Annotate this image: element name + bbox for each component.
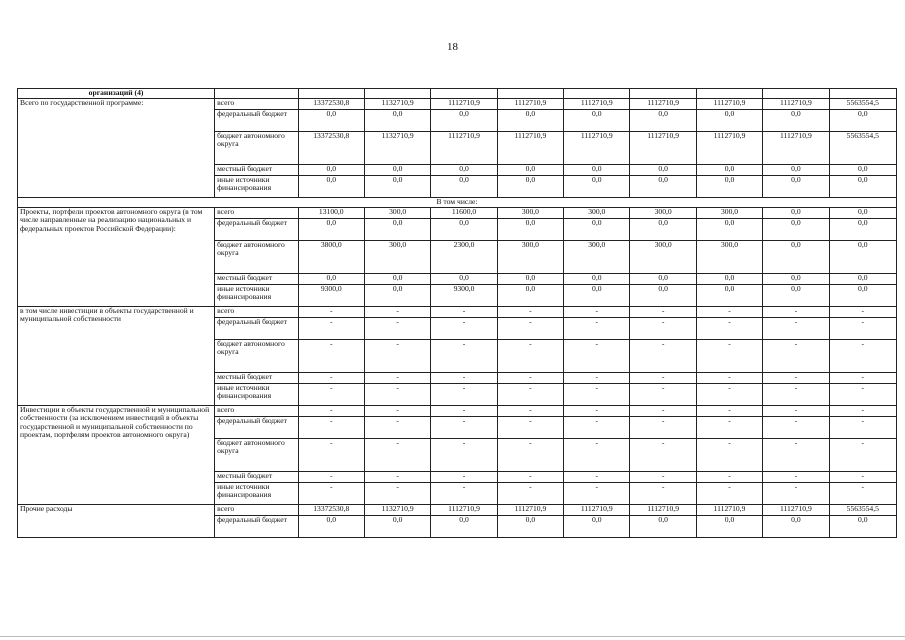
category-label: Прочие расходы [18,504,215,537]
value-cell: 1112710,9 [431,98,497,109]
funding-source-label: федеральный бюджет [215,218,298,240]
value-cell: 0,0 [829,218,896,240]
value-cell: 1112710,9 [497,131,563,164]
value-cell: 0,0 [564,164,630,175]
value-cell: 1112710,9 [763,504,829,515]
value-cell: - [829,471,896,482]
funding-source-label: федеральный бюджет [215,109,298,131]
value-cell: - [364,383,430,405]
value-cell: - [696,438,762,471]
value-cell: - [630,416,696,438]
value-cell: - [298,438,364,471]
value-cell: 0,0 [364,109,430,131]
value-cell: 0,0 [298,273,364,284]
value-cell: - [696,306,762,317]
empty-cell [564,89,630,99]
value-cell: 1112710,9 [564,131,630,164]
value-cell: - [763,438,829,471]
value-cell: 5563554,5 [829,98,896,109]
value-cell: 0,0 [763,207,829,218]
funding-source-label: местный бюджет [215,471,298,482]
value-cell: - [630,306,696,317]
funding-source-label: бюджет автономного округа [215,339,298,372]
value-cell: 300,0 [497,207,563,218]
funding-source-label: всего [215,98,298,109]
value-cell: 0,0 [763,515,829,537]
value-cell: 300,0 [630,207,696,218]
value-cell: - [829,306,896,317]
value-cell: 0,0 [763,240,829,273]
funding-source-label: всего [215,405,298,416]
value-cell: - [763,383,829,405]
value-cell: 0,0 [497,284,563,306]
value-cell: 5563554,5 [829,131,896,164]
value-cell: 0,0 [829,175,896,197]
value-cell: - [829,339,896,372]
value-cell: 1112710,9 [763,98,829,109]
value-cell: - [364,317,430,339]
value-cell: - [696,416,762,438]
funding-source-label: всего [215,306,298,317]
value-cell: 0,0 [630,273,696,284]
value-cell: 0,0 [497,109,563,131]
value-cell: - [696,372,762,383]
value-cell: - [564,405,630,416]
value-cell: 0,0 [564,273,630,284]
budget-table-body [18,89,897,538]
category-label: в том числе инвестиции в объекты государственной и муниципальной собственности [18,306,215,405]
value-cell: 0,0 [298,109,364,131]
organizations-caption: организаций (4) [18,89,215,99]
funding-source-label: бюджет автономного округа [215,438,298,471]
value-cell: 1112710,9 [431,131,497,164]
value-cell: - [564,317,630,339]
value-cell: 11600,0 [431,207,497,218]
value-cell: 0,0 [829,109,896,131]
value-cell: 1112710,9 [497,98,563,109]
value-cell: - [829,405,896,416]
category-label: Инвестиции в объекты государственной и муниципальной собственности (за исключением инвестиций в объекты государственной и муниципальной собственности по проектам, портфелям проектов автономного округа) [18,405,215,504]
empty-cell [364,89,430,99]
value-cell: 300,0 [364,240,430,273]
funding-source-label: иные источники финансирования [215,175,298,197]
value-cell: - [364,482,430,504]
value-cell: 1112710,9 [630,131,696,164]
value-cell: - [829,482,896,504]
funding-source-label: иные источники финансирования [215,284,298,306]
value-cell: 0,0 [431,273,497,284]
value-cell: - [364,372,430,383]
value-cell: 9300,0 [298,284,364,306]
value-cell: 0,0 [497,175,563,197]
value-cell: 0,0 [696,175,762,197]
value-cell: 0,0 [696,515,762,537]
value-cell: 0,0 [763,284,829,306]
value-cell: 1132710,9 [364,504,430,515]
value-cell: 0,0 [497,218,563,240]
value-cell: 13372530,8 [298,131,364,164]
value-cell: 0,0 [497,515,563,537]
value-cell: 0,0 [431,164,497,175]
value-cell: - [364,339,430,372]
value-cell: - [497,471,563,482]
value-cell: 0,0 [696,273,762,284]
value-cell: 0,0 [763,218,829,240]
value-cell: 0,0 [431,109,497,131]
funding-source-label: всего [215,504,298,515]
value-cell: - [630,482,696,504]
empty-cell [696,89,762,99]
value-cell: - [497,438,563,471]
value-cell: - [431,306,497,317]
value-cell: 0,0 [564,218,630,240]
value-cell: - [829,383,896,405]
table-row [18,504,897,515]
funding-source-label: иные источники финансирования [215,482,298,504]
value-cell: - [431,317,497,339]
value-cell: - [364,471,430,482]
value-cell: - [564,416,630,438]
funding-source-label: федеральный бюджет [215,317,298,339]
value-cell: - [564,438,630,471]
value-cell: 1112710,9 [497,504,563,515]
value-cell: 0,0 [431,515,497,537]
budget-table [17,88,897,538]
empty-cell [829,89,896,99]
category-label: Всего по государственной программе: [18,98,215,197]
empty-cell [630,89,696,99]
value-cell: - [630,339,696,372]
value-cell: 0,0 [630,515,696,537]
value-cell: - [696,317,762,339]
value-cell: 300,0 [564,207,630,218]
table-row [18,98,897,109]
value-cell: 0,0 [630,218,696,240]
value-cell: - [564,372,630,383]
value-cell: - [564,471,630,482]
value-cell: 300,0 [497,240,563,273]
value-cell: - [829,372,896,383]
value-cell: - [431,416,497,438]
value-cell: 300,0 [564,240,630,273]
value-cell: - [564,339,630,372]
value-cell: 5563554,5 [829,504,896,515]
category-label: Проекты, портфели проектов автономного округа (в том числе направленные на реализацию национальных и федеральных проектов Российской Федерации): [18,207,215,306]
value-cell: 300,0 [696,207,762,218]
value-cell: 0,0 [829,284,896,306]
funding-source-label: иные источники финансирования [215,383,298,405]
value-cell: - [630,372,696,383]
value-cell: 1132710,9 [364,98,430,109]
funding-source-label: всего [215,207,298,218]
page-number: 18 [447,41,458,53]
value-cell: 1112710,9 [696,131,762,164]
value-cell: 9300,0 [431,284,497,306]
value-cell: 0,0 [763,164,829,175]
value-cell: - [763,306,829,317]
value-cell: 0,0 [763,175,829,197]
value-cell: - [630,317,696,339]
value-cell: - [696,482,762,504]
value-cell: 1132710,9 [364,131,430,164]
value-cell: 300,0 [364,207,430,218]
value-cell: - [564,482,630,504]
funding-source-label: бюджет автономного округа [215,131,298,164]
value-cell: - [630,383,696,405]
value-cell: - [431,339,497,372]
value-cell: 0,0 [630,109,696,131]
funding-source-label: федеральный бюджет [215,416,298,438]
value-cell: - [364,306,430,317]
value-cell: 0,0 [696,164,762,175]
value-cell: 0,0 [564,515,630,537]
value-cell: - [696,339,762,372]
value-cell: 0,0 [564,284,630,306]
value-cell: - [497,383,563,405]
value-cell: 13100,0 [298,207,364,218]
funding-source-label: местный бюджет [215,164,298,175]
value-cell: - [497,405,563,416]
value-cell: 0,0 [431,218,497,240]
value-cell: 0,0 [497,164,563,175]
value-cell: 0,0 [630,284,696,306]
value-cell: - [298,339,364,372]
empty-cell [215,89,298,99]
value-cell: - [763,482,829,504]
value-cell: - [763,372,829,383]
value-cell: 300,0 [696,240,762,273]
value-cell: - [763,405,829,416]
value-cell: 0,0 [630,164,696,175]
value-cell: 0,0 [696,218,762,240]
value-cell: 13372530,8 [298,504,364,515]
including-row [18,197,897,207]
value-cell: - [364,405,430,416]
scan-edge-line [0,636,905,637]
value-cell: - [630,405,696,416]
caption-row [18,89,897,99]
value-cell: - [298,405,364,416]
value-cell: 0,0 [829,240,896,273]
value-cell: - [431,438,497,471]
table-row [18,207,897,218]
value-cell: 0,0 [298,218,364,240]
value-cell: 1112710,9 [696,98,762,109]
value-cell: 1112710,9 [630,504,696,515]
funding-source-label: местный бюджет [215,273,298,284]
value-cell: - [763,317,829,339]
value-cell: - [497,339,563,372]
value-cell: 0,0 [829,164,896,175]
funding-source-label: местный бюджет [215,372,298,383]
empty-cell [298,89,364,99]
value-cell: - [630,438,696,471]
value-cell: 0,0 [829,273,896,284]
including-label: В том числе: [18,197,897,207]
value-cell: - [564,306,630,317]
value-cell: - [298,317,364,339]
value-cell: - [431,383,497,405]
value-cell: 0,0 [564,175,630,197]
value-cell: 0,0 [497,273,563,284]
value-cell: 0,0 [364,175,430,197]
table-row [18,405,897,416]
funding-source-label: федеральный бюджет [215,515,298,537]
value-cell: - [364,416,430,438]
empty-cell [763,89,829,99]
funding-source-label: бюджет автономного округа [215,240,298,273]
value-cell: - [298,306,364,317]
value-cell: 0,0 [564,109,630,131]
value-cell: 0,0 [364,218,430,240]
value-cell: - [763,339,829,372]
value-cell: 0,0 [298,515,364,537]
value-cell: - [696,383,762,405]
value-cell: - [364,438,430,471]
value-cell: - [431,405,497,416]
value-cell: - [564,383,630,405]
value-cell: 0,0 [696,284,762,306]
value-cell: 0,0 [763,273,829,284]
value-cell: 0,0 [364,515,430,537]
value-cell: - [298,471,364,482]
empty-cell [431,89,497,99]
value-cell: - [829,317,896,339]
value-cell: - [431,482,497,504]
value-cell: 0,0 [763,109,829,131]
value-cell: 0,0 [298,175,364,197]
value-cell: - [497,372,563,383]
value-cell: 1112710,9 [696,504,762,515]
value-cell: - [829,416,896,438]
value-cell: - [298,416,364,438]
value-cell: - [763,471,829,482]
value-cell: 13372530,8 [298,98,364,109]
value-cell: 0,0 [298,164,364,175]
value-cell: 0,0 [829,515,896,537]
table-row [18,306,897,317]
value-cell: 1112710,9 [763,131,829,164]
value-cell: 1112710,9 [564,98,630,109]
value-cell: 0,0 [364,273,430,284]
value-cell: 1112710,9 [431,504,497,515]
value-cell: 0,0 [630,175,696,197]
value-cell: - [431,372,497,383]
value-cell: - [630,471,696,482]
value-cell: - [497,317,563,339]
value-cell: 1112710,9 [564,504,630,515]
value-cell: 0,0 [364,284,430,306]
value-cell: - [829,438,896,471]
value-cell: - [696,471,762,482]
value-cell: 300,0 [630,240,696,273]
value-cell: - [431,471,497,482]
value-cell: - [763,416,829,438]
value-cell: - [298,482,364,504]
value-cell: 0,0 [829,207,896,218]
value-cell: - [497,306,563,317]
value-cell: 0,0 [696,109,762,131]
value-cell: - [298,372,364,383]
value-cell: 0,0 [431,175,497,197]
value-cell: 2300,0 [431,240,497,273]
empty-cell [497,89,563,99]
value-cell: 3800,0 [298,240,364,273]
value-cell: - [497,482,563,504]
value-cell: - [298,383,364,405]
value-cell: 0,0 [364,164,430,175]
value-cell: - [497,416,563,438]
value-cell: 1112710,9 [630,98,696,109]
value-cell: - [696,405,762,416]
